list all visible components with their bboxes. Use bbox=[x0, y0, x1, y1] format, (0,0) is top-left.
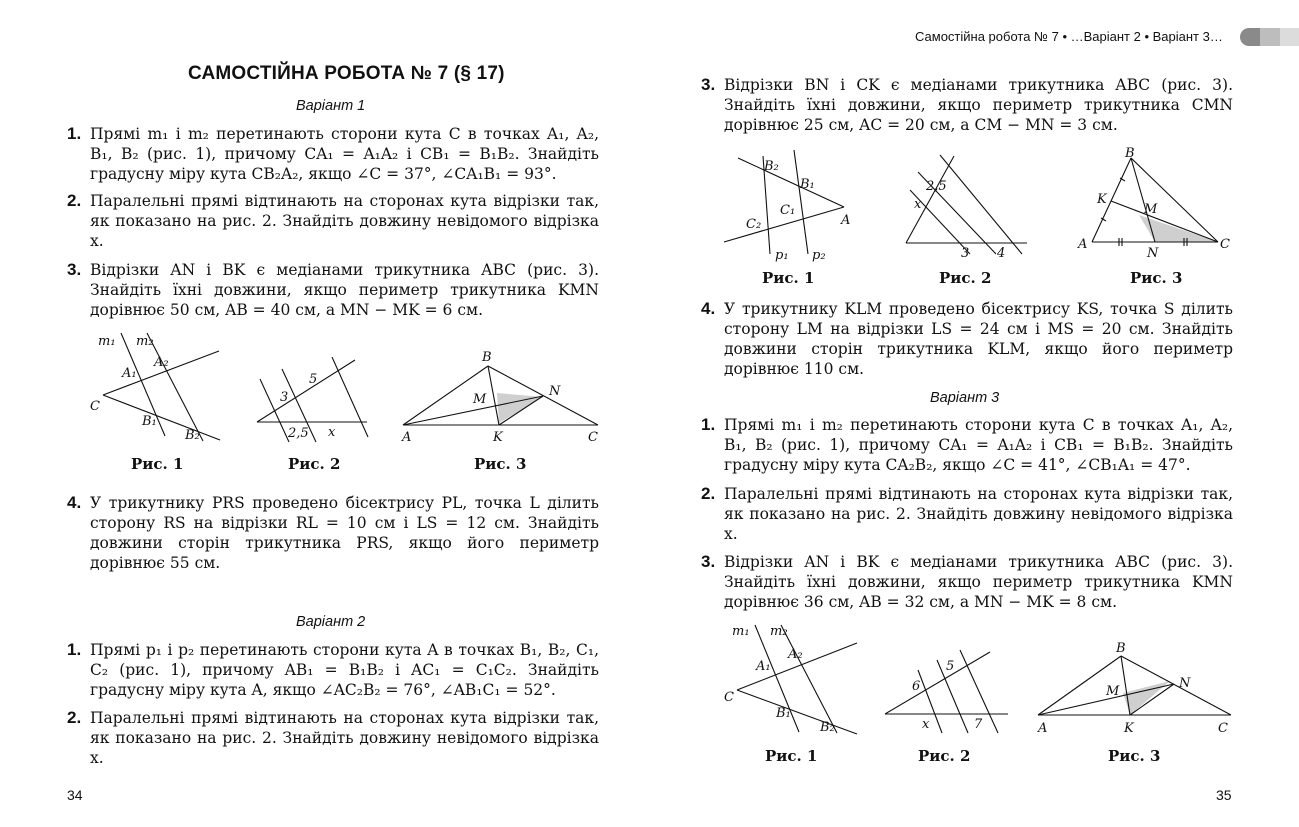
label-B1: B₁ bbox=[800, 177, 815, 192]
v3-figure-2 bbox=[882, 648, 1012, 740]
label-seg-a: 6 bbox=[912, 679, 921, 694]
label-M: M bbox=[1144, 202, 1158, 217]
label-A: A bbox=[841, 213, 851, 228]
label-B: B bbox=[1125, 146, 1135, 161]
v3-fig1-caption: Рис. 1 bbox=[765, 747, 818, 765]
label-K: K bbox=[493, 430, 503, 445]
parallel-line-3 bbox=[332, 357, 368, 437]
label-seg-b: 5 bbox=[946, 659, 955, 674]
label-seg-a: 3 bbox=[280, 390, 289, 405]
variant-1-heading: Варіант 1 bbox=[296, 98, 366, 114]
label-m1: m₁ bbox=[732, 624, 750, 639]
label-A2: A₂ bbox=[154, 355, 169, 370]
task-text: Відрізки BN і CK є медіанами трикутника ABC (рис. 3). Знайдіть їхні довжини, якщо периметр трикутника CMN дорівнює 25 см, AC = 20 см, а CM − MN = 3 см. bbox=[724, 76, 1233, 134]
label-B1: B₁ bbox=[142, 414, 157, 429]
label-seg-b: 2,5 bbox=[926, 179, 947, 194]
label-C: C bbox=[1218, 721, 1228, 736]
label-seg-d: x bbox=[328, 425, 336, 440]
v1-figure-3 bbox=[398, 345, 606, 447]
label-N: N bbox=[549, 384, 561, 399]
page-title: САМОСТІЙНА РОБОТА № 7 (§ 17) bbox=[188, 63, 505, 84]
variant-3-heading: Варіант 3 bbox=[930, 390, 1000, 406]
label-m2: m₂ bbox=[770, 624, 788, 639]
label-A: A bbox=[1078, 237, 1088, 252]
label-C: C bbox=[1220, 237, 1230, 252]
label-C2: C₂ bbox=[746, 217, 762, 232]
parallel-line-1 bbox=[260, 379, 289, 442]
label-B1: B₁ bbox=[776, 706, 791, 721]
page-number: 34 bbox=[67, 787, 83, 803]
v1-task-1 bbox=[67, 124, 599, 184]
v1-fig1-caption: Рис. 1 bbox=[131, 455, 184, 473]
line-p2 bbox=[794, 150, 808, 254]
task-text: У трикутнику PRS проведено бісектрису PL, точка L ділить сторону RS на відрізки RL = 10 см і LS = 12 см. Знайдіть довжини сторін трикутника PRS, якщо його периметр дорівнює 55 см. bbox=[90, 494, 599, 572]
task-text: Відрізки AN і BK є медіанами трикутника ABC (рис. 3). Знайдіть їхні довжини, якщо периметр трикутника KMN дорівнює 50 см, AB = 40 см, а MN − MK = 6 см. bbox=[90, 261, 599, 319]
label-A: A bbox=[1038, 721, 1048, 736]
label-B2: B₂ bbox=[185, 428, 200, 443]
label-N: N bbox=[1179, 676, 1191, 691]
v3-fig2-caption: Рис. 2 bbox=[918, 747, 971, 765]
v2-figure-1 bbox=[720, 150, 860, 262]
page-number: 35 bbox=[1216, 787, 1232, 803]
v1-task-4 bbox=[67, 493, 599, 573]
task-number: 2. bbox=[67, 708, 82, 727]
label-m1: m₁ bbox=[98, 334, 116, 349]
variant-2-heading: Варіант 2 bbox=[296, 614, 366, 630]
section-tab-dark bbox=[1240, 28, 1260, 46]
task-number: 3. bbox=[701, 552, 716, 571]
label-p1: p₁ bbox=[775, 248, 789, 262]
section-tab-mid bbox=[1260, 28, 1280, 46]
median-BK bbox=[1121, 656, 1130, 715]
label-C: C bbox=[724, 690, 734, 705]
v1-task-2 bbox=[67, 191, 599, 251]
label-A1: A₁ bbox=[122, 366, 137, 381]
v2-task-2 bbox=[67, 708, 599, 768]
v3-task-2 bbox=[701, 484, 1233, 544]
label-seg-d: 7 bbox=[974, 717, 983, 732]
task-number: 4. bbox=[701, 299, 716, 318]
label-seg-b: 5 bbox=[309, 372, 318, 387]
v2-figure-2 bbox=[900, 150, 1030, 262]
label-p2: p₂ bbox=[812, 248, 826, 262]
label-K: K bbox=[1097, 192, 1107, 207]
angle-side-upper bbox=[257, 360, 355, 422]
v2-task-1 bbox=[67, 640, 599, 700]
left-page bbox=[0, 0, 649, 827]
v3-task-1 bbox=[701, 415, 1233, 475]
label-C1: C₁ bbox=[780, 203, 796, 218]
v2-fig3-caption: Рис. 3 bbox=[1130, 269, 1183, 287]
task-number: 1. bbox=[67, 124, 82, 143]
task-number: 2. bbox=[701, 484, 716, 503]
v1-fig3-caption: Рис. 3 bbox=[474, 455, 527, 473]
parallel-line-3 bbox=[940, 155, 1022, 254]
label-A2: A₂ bbox=[788, 647, 803, 662]
v1-task-3 bbox=[67, 260, 599, 320]
label-B: B bbox=[482, 350, 492, 365]
task-text: Паралельні прямі відтинають на сторонах кута відрізки так, як показано на рис. 2. Знайдіть довжину невідомого відрізка x. bbox=[90, 709, 599, 767]
label-C: C bbox=[90, 399, 100, 414]
label-m2: m₂ bbox=[136, 334, 154, 349]
task-text: Прямі p₁ і p₂ перетинають сторони кута A в точках B₁, B₂, C₁, C₂ (рис. 1), причому AB₁ = B₁B₂ і AC₁ = C₁C₂. Знайдіть градусну міру кута A, якщо ∠AC₂B₂ = 76°, ∠AB₁C₁ = 52°. bbox=[90, 641, 599, 699]
v3-figure-1 bbox=[722, 620, 862, 738]
label-seg-c: 3 bbox=[961, 246, 970, 261]
task-number: 1. bbox=[701, 415, 716, 434]
task-text: Прямі m₁ і m₂ перетинають сторони кута C в точках A₁, A₂, B₁, B₂ (рис. 1), причому CA₁ = A₁A₂ і CB₁ = B₁B₂. Знайдіть градусну міру кута CA₂B₂, якщо ∠C = 41°, ∠CB₁A₁ = 47°. bbox=[724, 416, 1233, 474]
angle-side-upper bbox=[738, 158, 844, 207]
v1-fig2-caption: Рис. 2 bbox=[288, 455, 341, 473]
task-number: 4. bbox=[67, 493, 82, 512]
v2-fig2-caption: Рис. 2 bbox=[939, 269, 992, 287]
label-K: K bbox=[1124, 721, 1134, 736]
v3-figure-3 bbox=[1034, 638, 1234, 738]
label-seg-c: x bbox=[922, 717, 930, 732]
running-header: Самостійна робота № 7 • …Варіант 2 • Варіант 3… bbox=[915, 29, 1223, 44]
task-text: Паралельні прямі відтинають на сторонах кута відрізки так, як показано на рис. 2. Знайдіть довжину невідомого відрізка x. bbox=[90, 192, 599, 250]
label-seg-c: 2,5 bbox=[288, 426, 309, 441]
task-number: 3. bbox=[67, 260, 82, 279]
v2-task-4 bbox=[701, 299, 1233, 379]
angle-side-lower bbox=[103, 395, 220, 440]
label-seg-d: 4 bbox=[997, 246, 1006, 261]
v3-task-3 bbox=[701, 552, 1233, 612]
task-text: Паралельні прямі відтинають на сторонах кута відрізки так, як показано на рис. 2. Знайдіть довжину невідомого відрізка x. bbox=[724, 485, 1233, 543]
label-A: A bbox=[402, 430, 412, 445]
label-N: N bbox=[1147, 246, 1159, 260]
task-number: 3. bbox=[701, 75, 716, 94]
label-B: B bbox=[1116, 641, 1126, 656]
label-B2: B₂ bbox=[820, 720, 835, 735]
v2-figure-3 bbox=[1075, 145, 1235, 260]
task-number: 2. bbox=[67, 191, 82, 210]
task-text: У трикутнику KLM проведено бісектрису KS, точка S ділить сторону LM на відрізки LS = 24 см і MS = 20 см. Знайдіть довжини сторін трикутника KLM, якщо його периметр дорівнює 110 см. bbox=[724, 300, 1233, 378]
section-tab-light bbox=[1280, 28, 1299, 46]
label-A1: A₁ bbox=[756, 659, 771, 674]
label-B2: B₂ bbox=[764, 159, 779, 174]
right-page bbox=[650, 0, 1299, 827]
median-BN bbox=[1131, 158, 1155, 242]
task-text: Прямі m₁ і m₂ перетинають сторони кута C в точках A₁, A₂, B₁, B₂ (рис. 1), причому CA₁ = A₁A₂ і CB₁ = B₁B₂. Знайдіть градусну міру кута CB₂A₂, якщо ∠C = 37°, ∠CA₁B₁ = 93°. bbox=[90, 125, 599, 183]
v1-figure-1 bbox=[88, 328, 228, 446]
task-number: 1. bbox=[67, 640, 82, 659]
label-seg-a: x bbox=[914, 197, 922, 212]
label-M: M bbox=[473, 392, 487, 407]
v2-fig1-caption: Рис. 1 bbox=[762, 269, 815, 287]
label-M: M bbox=[1106, 684, 1120, 699]
v2-task-3 bbox=[701, 75, 1233, 135]
task-text: Відрізки AN і BK є медіанами трикутника ABC (рис. 3). Знайдіть їхні довжини, якщо периметр трикутника KMN дорівнює 36 см, AB = 32 см, а MN − MK = 8 см. bbox=[724, 553, 1233, 611]
v1-figure-2 bbox=[252, 357, 372, 447]
v3-fig3-caption: Рис. 3 bbox=[1108, 747, 1161, 765]
label-C: C bbox=[588, 430, 598, 445]
